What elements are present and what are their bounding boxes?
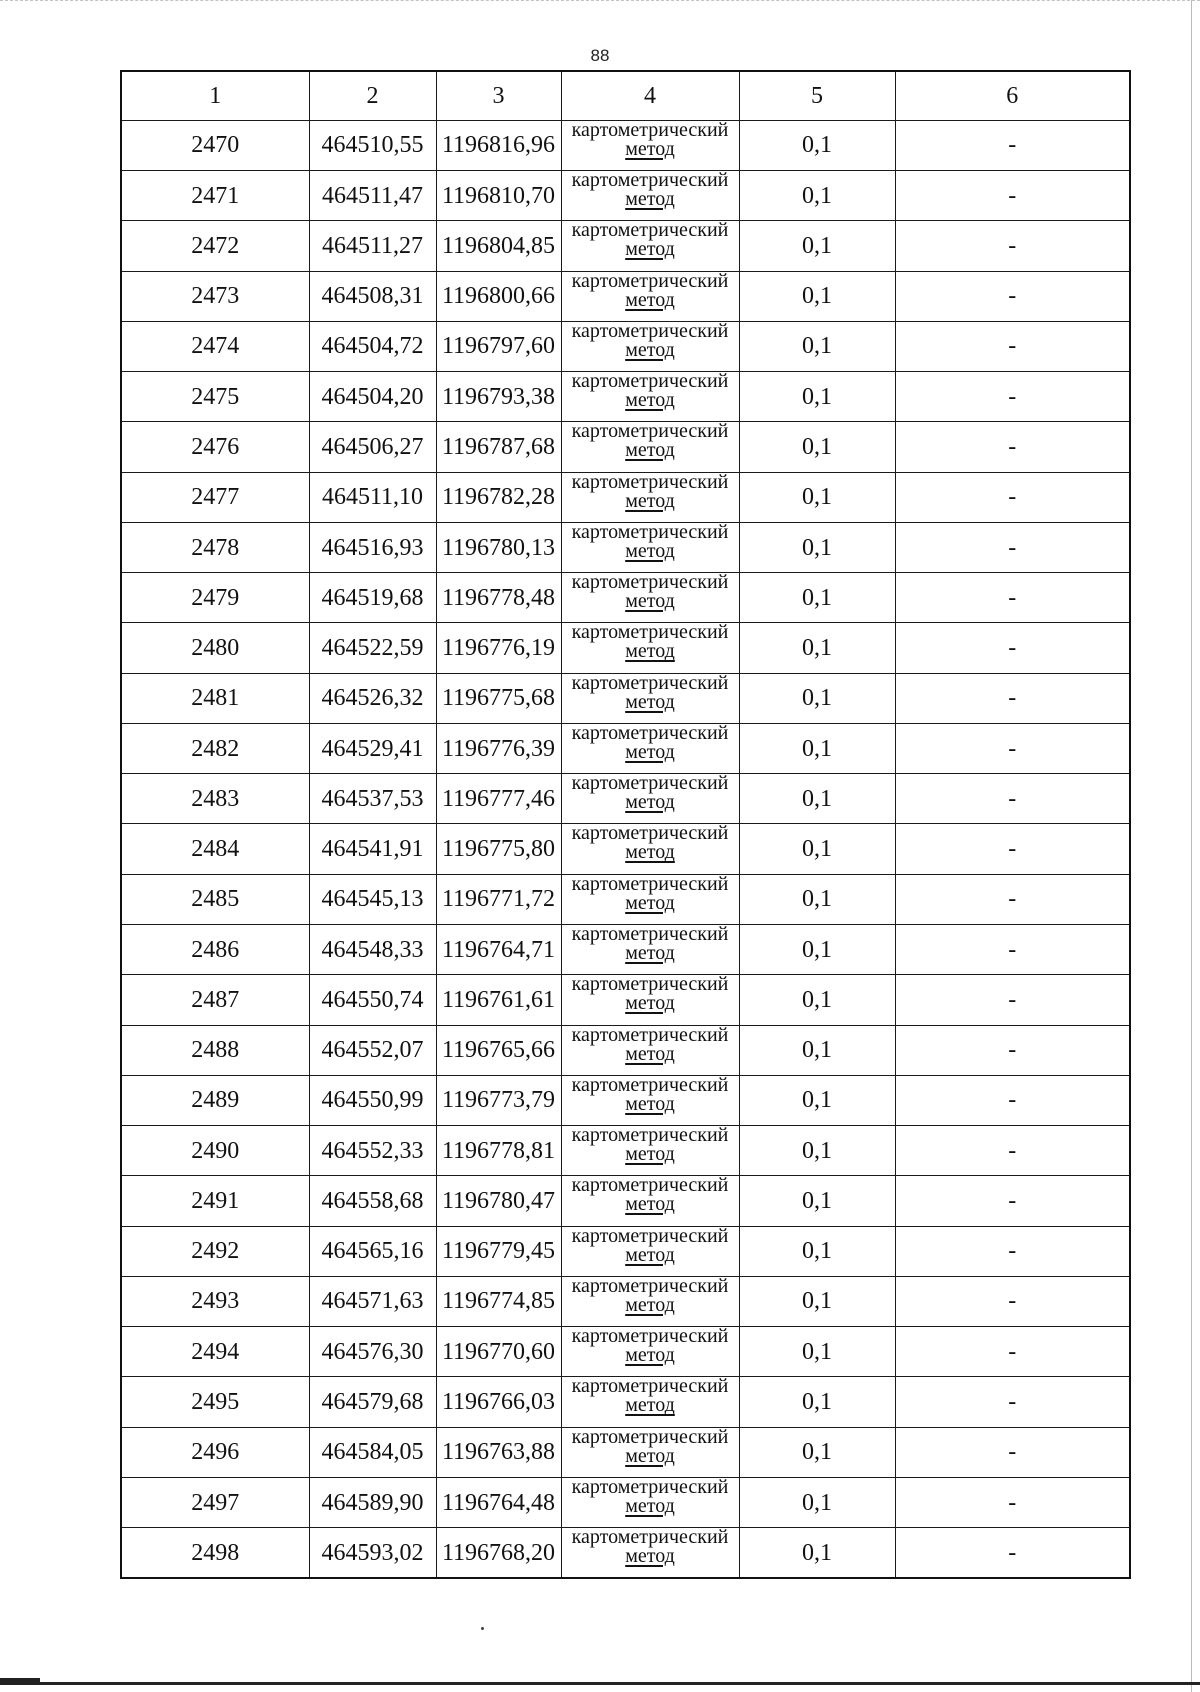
accuracy-cell: 0,1 [739, 824, 895, 874]
table-row [121, 1226, 1130, 1276]
point-number-cell: 2477 [121, 472, 309, 522]
table-row [121, 1377, 1130, 1427]
point-number-cell: 2471 [121, 171, 309, 221]
accuracy-cell: 0,1 [739, 1528, 895, 1578]
table-row [121, 1075, 1130, 1125]
method-line1: картометрический [571, 823, 729, 845]
note-cell: - [895, 573, 1130, 623]
method-cell [561, 1226, 739, 1276]
note-cell: - [895, 472, 1130, 522]
table-row [121, 623, 1130, 673]
method-cell [561, 1126, 739, 1176]
method-line1: картометрический [571, 1125, 729, 1147]
y-coordinate-cell: 1196768,20 [436, 1528, 561, 1578]
table-row [121, 573, 1130, 623]
method-line2: метод [625, 1394, 675, 1417]
table-row [121, 673, 1130, 723]
method-cell [561, 774, 739, 824]
scan-bottom-edge [0, 1682, 1200, 1685]
method-line2: метод [625, 238, 675, 261]
y-coordinate-cell: 1196797,60 [436, 321, 561, 371]
table-row [121, 221, 1130, 271]
y-coordinate-cell: 1196780,13 [436, 522, 561, 572]
method-line1: картометрический [571, 1025, 729, 1046]
table-row [121, 522, 1130, 572]
table-row [121, 1025, 1130, 1075]
note-cell: - [895, 1477, 1130, 1527]
accuracy-cell: 0,1 [739, 1276, 895, 1326]
x-coordinate-cell: 464541,91 [309, 824, 436, 874]
note-cell: - [895, 1377, 1130, 1427]
accuracy-cell: 0,1 [739, 673, 895, 723]
accuracy-cell: 0,1 [739, 1377, 895, 1427]
note-cell: - [895, 824, 1130, 874]
note-cell: - [895, 120, 1130, 170]
method-line2: метод [625, 942, 675, 964]
x-coordinate-cell: 464584,05 [309, 1427, 436, 1477]
y-coordinate-cell: 1196764,48 [436, 1477, 561, 1527]
method-line1: картометрический [571, 371, 729, 393]
column-header: 6 [895, 71, 1130, 120]
x-coordinate-cell: 464579,68 [309, 1377, 436, 1427]
y-coordinate-cell: 1196777,46 [436, 774, 561, 824]
y-coordinate-cell: 1196775,80 [436, 824, 561, 874]
x-coordinate-cell: 464506,27 [309, 422, 436, 472]
x-coordinate-cell: 464504,20 [309, 372, 436, 422]
y-coordinate-cell: 1196771,72 [436, 874, 561, 924]
method-cell [561, 573, 739, 623]
scan-right-edge [1191, 0, 1192, 1692]
x-coordinate-cell: 464529,41 [309, 723, 436, 773]
point-number-cell: 2482 [121, 723, 309, 773]
x-coordinate-cell: 464552,33 [309, 1126, 436, 1176]
point-number-cell: 2490 [121, 1126, 309, 1176]
point-number-cell: 2491 [121, 1176, 309, 1226]
accuracy-cell: 0,1 [739, 120, 895, 170]
method-cell [561, 1528, 739, 1578]
column-header: 1 [121, 71, 309, 120]
method-line1: картометрический [571, 874, 729, 895]
note-cell: - [895, 171, 1130, 221]
accuracy-cell: 0,1 [739, 271, 895, 321]
accuracy-cell: 0,1 [739, 472, 895, 522]
point-number-cell: 2493 [121, 1276, 309, 1326]
method-line2: метод [625, 841, 675, 864]
method-line1: картометрический [571, 1326, 729, 1348]
note-cell: - [895, 1126, 1130, 1176]
accuracy-cell: 0,1 [739, 623, 895, 673]
method-line2: метод [625, 1344, 675, 1367]
x-coordinate-cell: 464558,68 [309, 1176, 436, 1226]
x-coordinate-cell: 464550,99 [309, 1075, 436, 1125]
method-cell [561, 1477, 739, 1527]
method-cell [561, 1327, 739, 1377]
method-line2: метод [625, 188, 675, 211]
column-header: 3 [436, 71, 561, 120]
method-line1: картометрический [571, 1477, 729, 1498]
method-cell [561, 472, 739, 522]
accuracy-cell: 0,1 [739, 1427, 895, 1477]
method-line1: картометрический [571, 120, 729, 141]
column-header: 4 [561, 71, 739, 120]
x-coordinate-cell: 464537,53 [309, 774, 436, 824]
method-line1: картометрический [571, 1427, 729, 1448]
method-cell [561, 673, 739, 723]
method-line2: метод [625, 891, 675, 914]
method-line2: метод [625, 288, 675, 311]
method-line1: картометрический [571, 673, 729, 694]
note-cell: - [895, 522, 1130, 572]
note-cell: - [895, 221, 1130, 271]
x-coordinate-cell: 464550,74 [309, 975, 436, 1025]
x-coordinate-cell: 464548,33 [309, 925, 436, 975]
method-line2: метод [625, 1193, 675, 1216]
y-coordinate-cell: 1196764,71 [436, 925, 561, 975]
table-row [121, 372, 1130, 422]
method-line2: метод [625, 1545, 675, 1568]
point-number-cell: 2474 [121, 321, 309, 371]
note-cell: - [895, 321, 1130, 371]
method-line1: картометрический [571, 1075, 729, 1096]
note-cell: - [895, 1075, 1130, 1125]
method-line2: метод [625, 992, 675, 1015]
method-line2: метод [625, 1042, 675, 1065]
method-line2: метод [625, 590, 675, 613]
table-row [121, 171, 1130, 221]
table-row [121, 975, 1130, 1025]
method-line2: метод [625, 740, 675, 763]
note-cell: - [895, 422, 1130, 472]
point-number-cell: 2473 [121, 271, 309, 321]
y-coordinate-cell: 1196787,68 [436, 422, 561, 472]
method-cell [561, 1025, 739, 1075]
y-coordinate-cell: 1196804,85 [436, 221, 561, 271]
table-row [121, 774, 1130, 824]
accuracy-cell: 0,1 [739, 1477, 895, 1527]
accuracy-cell: 0,1 [739, 422, 895, 472]
method-cell [561, 925, 739, 975]
table-row [121, 824, 1130, 874]
table-header-row [121, 71, 1130, 120]
table-row [121, 1477, 1130, 1527]
accuracy-cell: 0,1 [739, 171, 895, 221]
method-line1: картометрический [571, 924, 729, 945]
method-line2: метод [625, 791, 675, 814]
method-line2: метод [625, 338, 675, 361]
accuracy-cell: 0,1 [739, 573, 895, 623]
y-coordinate-cell: 1196779,45 [436, 1226, 561, 1276]
method-line2: метод [625, 690, 675, 713]
x-coordinate-cell: 464508,31 [309, 271, 436, 321]
y-coordinate-cell: 1196776,39 [436, 723, 561, 773]
note-cell: - [895, 925, 1130, 975]
point-number-cell: 2494 [121, 1327, 309, 1377]
method-line1: картометрический [571, 321, 729, 342]
method-line1: картометрический [571, 421, 729, 443]
table-row [121, 1528, 1130, 1578]
point-number-cell: 2497 [121, 1477, 309, 1527]
method-line1: картометрический [571, 1376, 729, 1398]
method-line2: метод [625, 1092, 675, 1115]
method-cell [561, 522, 739, 572]
note-cell: - [895, 1327, 1130, 1377]
method-line2: метод [625, 1494, 675, 1517]
table-row [121, 120, 1130, 170]
y-coordinate-cell: 1196761,61 [436, 975, 561, 1025]
x-coordinate-cell: 464522,59 [309, 623, 436, 673]
y-coordinate-cell: 1196765,66 [436, 1025, 561, 1075]
accuracy-cell: 0,1 [739, 221, 895, 271]
accuracy-cell: 0,1 [739, 1176, 895, 1226]
method-line1: картометрический [571, 1175, 729, 1197]
method-cell [561, 221, 739, 271]
note-cell: - [895, 874, 1130, 924]
point-number-cell: 2495 [121, 1377, 309, 1427]
method-line1: картометрический [571, 974, 729, 996]
y-coordinate-cell: 1196782,28 [436, 472, 561, 522]
y-coordinate-cell: 1196793,38 [436, 372, 561, 422]
note-cell: - [895, 774, 1130, 824]
accuracy-cell: 0,1 [739, 1025, 895, 1075]
x-coordinate-cell: 464504,72 [309, 321, 436, 371]
point-number-cell: 2480 [121, 623, 309, 673]
y-coordinate-cell: 1196775,68 [436, 673, 561, 723]
accuracy-cell: 0,1 [739, 1126, 895, 1176]
note-cell: - [895, 271, 1130, 321]
point-number-cell: 2476 [121, 422, 309, 472]
table-row [121, 1176, 1130, 1226]
method-cell [561, 623, 739, 673]
accuracy-cell: 0,1 [739, 372, 895, 422]
column-header: 2 [309, 71, 436, 120]
method-line2: метод [625, 137, 675, 160]
point-number-cell: 2478 [121, 522, 309, 572]
note-cell: - [895, 673, 1130, 723]
table-row [121, 1126, 1130, 1176]
method-cell [561, 723, 739, 773]
accuracy-cell: 0,1 [739, 925, 895, 975]
note-cell: - [895, 1427, 1130, 1477]
x-coordinate-cell: 464511,27 [309, 221, 436, 271]
method-line2: метод [625, 489, 675, 512]
scan-top-edge [0, 0, 1200, 7]
y-coordinate-cell: 1196773,79 [436, 1075, 561, 1125]
method-line1: картометрический [571, 1276, 729, 1297]
method-cell [561, 824, 739, 874]
note-cell: - [895, 372, 1130, 422]
table-row [121, 1276, 1130, 1326]
accuracy-cell: 0,1 [739, 321, 895, 371]
method-cell [561, 120, 739, 170]
y-coordinate-cell: 1196763,88 [436, 1427, 561, 1477]
point-number-cell: 2475 [121, 372, 309, 422]
note-cell: - [895, 975, 1130, 1025]
column-header: 5 [739, 71, 895, 120]
coordinates-table-body [121, 71, 1130, 1578]
page-number: 88 [590, 46, 610, 65]
point-number-cell: 2479 [121, 573, 309, 623]
point-number-cell: 2492 [121, 1226, 309, 1276]
method-cell [561, 874, 739, 924]
method-line1: картометрический [571, 1527, 729, 1549]
table-row [121, 1327, 1130, 1377]
accuracy-cell: 0,1 [739, 1226, 895, 1276]
table-row [121, 321, 1130, 371]
coordinates-table [120, 70, 1131, 1579]
table-row [121, 1427, 1130, 1477]
x-coordinate-cell: 464519,68 [309, 573, 436, 623]
x-coordinate-cell: 464565,16 [309, 1226, 436, 1276]
table-row [121, 874, 1130, 924]
point-number-cell: 2484 [121, 824, 309, 874]
method-cell [561, 1427, 739, 1477]
method-cell [561, 1377, 739, 1427]
point-number-cell: 2481 [121, 673, 309, 723]
method-line2: метод [625, 539, 675, 562]
note-cell: - [895, 1176, 1130, 1226]
method-line2: метод [625, 389, 675, 412]
method-line2: метод [625, 640, 675, 663]
y-coordinate-cell: 1196810,70 [436, 171, 561, 221]
table-row [121, 271, 1130, 321]
x-coordinate-cell: 464511,47 [309, 171, 436, 221]
note-cell: - [895, 623, 1130, 673]
x-coordinate-cell: 464516,93 [309, 522, 436, 572]
point-number-cell: 2496 [121, 1427, 309, 1477]
x-coordinate-cell: 464571,63 [309, 1276, 436, 1326]
point-number-cell: 2483 [121, 774, 309, 824]
method-cell [561, 1075, 739, 1125]
table-row [121, 723, 1130, 773]
method-cell [561, 1276, 739, 1326]
method-cell [561, 321, 739, 371]
table-row [121, 472, 1130, 522]
y-coordinate-cell: 1196766,03 [436, 1377, 561, 1427]
point-number-cell: 2489 [121, 1075, 309, 1125]
method-line2: метод [625, 439, 675, 462]
x-coordinate-cell: 464589,90 [309, 1477, 436, 1527]
y-coordinate-cell: 1196800,66 [436, 271, 561, 321]
accuracy-cell: 0,1 [739, 1075, 895, 1125]
note-cell: - [895, 723, 1130, 773]
y-coordinate-cell: 1196774,85 [436, 1276, 561, 1326]
point-number-cell: 2485 [121, 874, 309, 924]
method-line1: картометрический [571, 1226, 729, 1247]
note-cell: - [895, 1025, 1130, 1075]
accuracy-cell: 0,1 [739, 723, 895, 773]
method-line1: картометрический [571, 271, 729, 292]
method-line2: метод [625, 1293, 675, 1316]
method-line1: картометрический [571, 773, 729, 795]
method-line1: картометрический [571, 723, 729, 744]
table-row [121, 422, 1130, 472]
method-line1: картометрический [571, 572, 729, 594]
accuracy-cell: 0,1 [739, 522, 895, 572]
method-cell [561, 975, 739, 1025]
method-cell [561, 422, 739, 472]
accuracy-cell: 0,1 [739, 774, 895, 824]
note-cell: - [895, 1528, 1130, 1578]
x-coordinate-cell: 464552,07 [309, 1025, 436, 1075]
method-line1: картометрический [571, 170, 729, 192]
accuracy-cell: 0,1 [739, 1327, 895, 1377]
x-coordinate-cell: 464545,13 [309, 874, 436, 924]
x-coordinate-cell: 464510,55 [309, 120, 436, 170]
method-line1: картометрический [571, 522, 729, 543]
method-line2: метод [625, 1143, 675, 1166]
table-row [121, 925, 1130, 975]
method-line2: метод [625, 1243, 675, 1266]
method-cell [561, 171, 739, 221]
point-number-cell: 2486 [121, 925, 309, 975]
point-number-cell: 2470 [121, 120, 309, 170]
x-coordinate-cell: 464511,10 [309, 472, 436, 522]
point-number-cell: 2488 [121, 1025, 309, 1075]
point-number-cell: 2498 [121, 1528, 309, 1578]
x-coordinate-cell: 464526,32 [309, 673, 436, 723]
point-number-cell: 2472 [121, 221, 309, 271]
method-cell [561, 372, 739, 422]
y-coordinate-cell: 1196778,81 [436, 1126, 561, 1176]
method-cell [561, 1176, 739, 1226]
y-coordinate-cell: 1196816,96 [436, 120, 561, 170]
x-coordinate-cell: 464576,30 [309, 1327, 436, 1377]
method-line2: метод [625, 1444, 675, 1467]
y-coordinate-cell: 1196778,48 [436, 573, 561, 623]
method-cell [561, 271, 739, 321]
accuracy-cell: 0,1 [739, 874, 895, 924]
scan-speck [481, 1627, 484, 1630]
note-cell: - [895, 1226, 1130, 1276]
method-line1: картометрический [571, 220, 729, 242]
method-line1: картометрический [571, 622, 729, 644]
point-number-cell: 2487 [121, 975, 309, 1025]
note-cell: - [895, 1276, 1130, 1326]
x-coordinate-cell: 464593,02 [309, 1528, 436, 1578]
method-line1: картометрический [571, 472, 729, 493]
accuracy-cell: 0,1 [739, 975, 895, 1025]
y-coordinate-cell: 1196780,47 [436, 1176, 561, 1226]
y-coordinate-cell: 1196776,19 [436, 623, 561, 673]
y-coordinate-cell: 1196770,60 [436, 1327, 561, 1377]
